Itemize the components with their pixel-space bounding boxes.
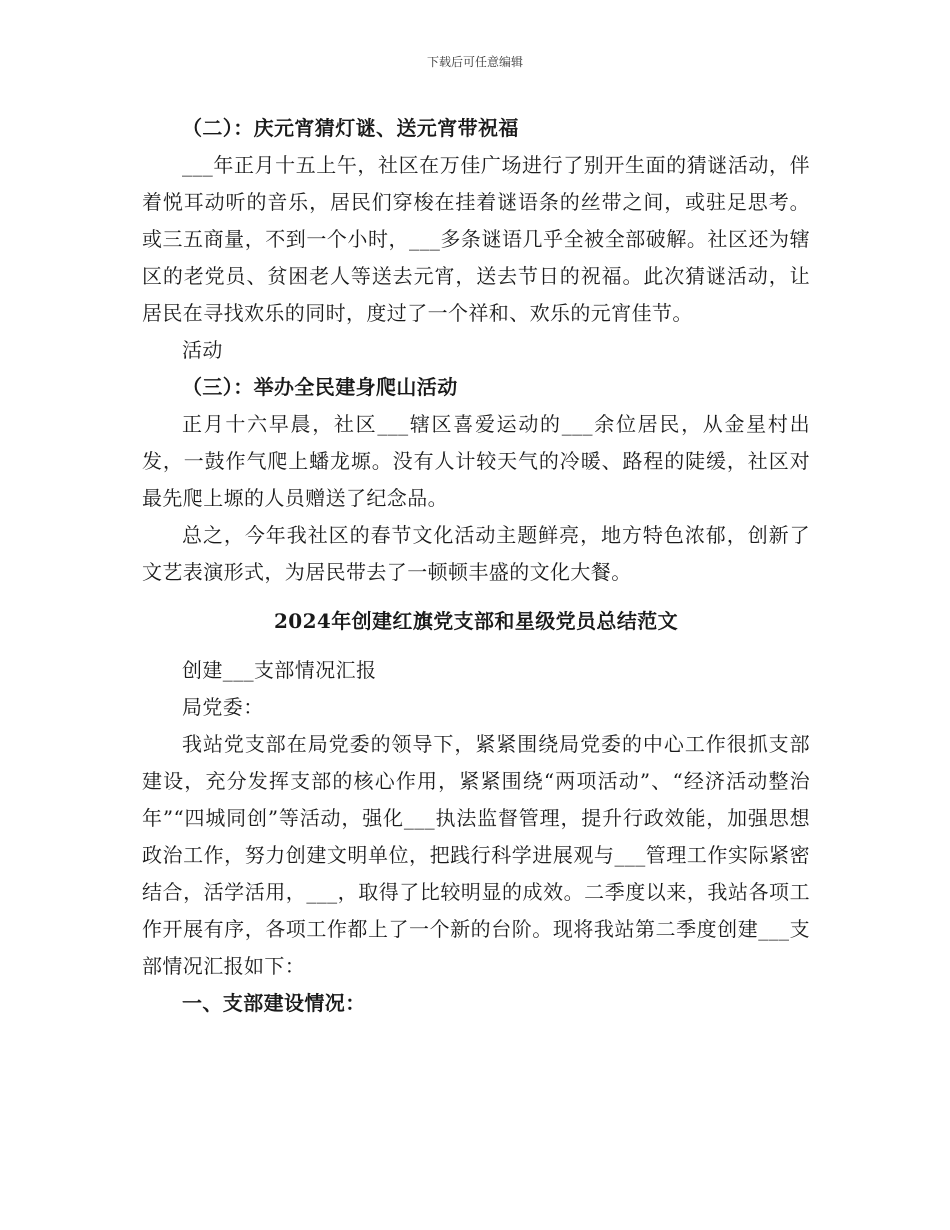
subheading-branch-construction: 一、支部建设情况： [182,991,366,1015]
report-title-line: 创建___支部情况汇报 [182,658,377,682]
salutation: 局党委： [182,695,264,719]
section-heading-hiking: （三）：举办全民建身爬山活动 [182,375,458,399]
paragraph-summary: 总之，今年我社区的春节文化活动主题鲜亮，地方特色浓郁，创新了文艺表演形式，为居民带去了一顿顿丰盛的文化大餐。 [142,523,810,584]
section-heading-lantern: （二）：庆元宵猜灯谜、送元宵带祝福 [182,116,519,140]
paragraph-activity-note: 活动 [182,338,223,362]
paragraph-report-body: 我站党支部在局党委的领导下，紧紧围绕局党委的中心工作很抓支部建设，充分发挥支部的核心作用，紧紧围绕“两项活动”、“经济活动整治年”“四城同创”等活动，强化___执法监督管理，提升行政效能，加强思想政治工作，努力创建文明单位，把践行科学进展观与___管理工作实际紧密结合，活学活用，___，取得了比较明显的成效。二季度以来，我站各项工作开展有序，各项工作都上了一个新的台阶。现将我站第二季度创建___支部情况汇报如下： [142,732,810,978]
article-title: 2024年创建红旗党支部和星级党员总结范文 [273,609,679,633]
paragraph-hiking: 正月十六早晨，社区___辖区喜爱运动的___余位居民，从金星村出发，一鼓作气爬上蟠龙塬。没有人计较天气的冷暖、路程的陡缓，社区对最先爬上塬的人员赠送了纪念品。 [142,412,810,510]
document-body [142,110,810,1022]
page-header: 下载后可任意编辑 [426,55,523,69]
paragraph-lantern-riddles: ___年正月十五上午，社区在万佳广场进行了别开生面的猜谜活动，伴着悦耳动听的音乐，居民们穿梭在挂着谜语条的丝带之间，或驻足思考。或三五商量，不到一个小时，___多条谜语几乎全被全部破解。社区还为辖区的老党员、贫困老人等送去元宵，送去节日的祝福。此次猜谜活动，让居民在寻找欢乐的同时，度过了一个祥和、欢乐的元宵佳节。 [142,153,810,325]
